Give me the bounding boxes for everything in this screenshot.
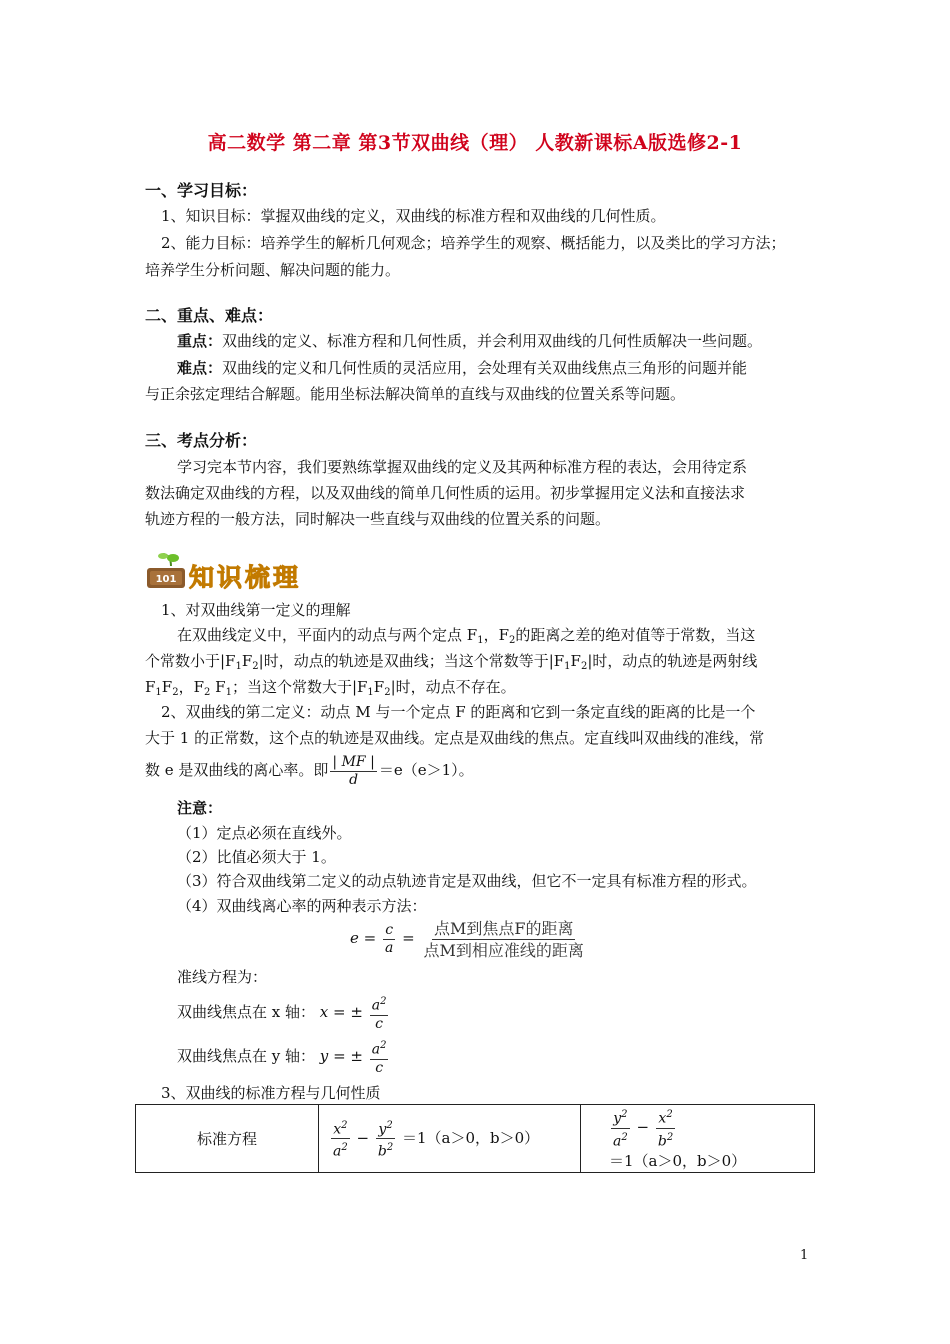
badge-graphic	[143, 552, 323, 594]
analysis-line-3: 轨迹方程的一般方法，同时解决一些直线与双曲线的位置关系的问题。	[145, 510, 611, 528]
knowledge-3-heading: 3、双曲线的标准方程与几何性质	[161, 1084, 381, 1102]
row-label-cell: 标准方程	[136, 1105, 319, 1173]
note-3: （3）符合双曲线第二定义的动点轨迹肯定是双曲线，但它不一定具有标准方程的形式。	[177, 872, 757, 890]
analysis-line-1: 学习完本节内容，我们要熟练掌握双曲线的定义及其两种标准方程的表达，会用待定系	[177, 458, 748, 476]
section-heading-analysis: 三、考点分析：	[145, 431, 258, 450]
section-heading-keypoints: 二、重点、难点：	[145, 306, 274, 325]
key-text: 双曲线的定义、标准方程和几何性质，并会利用双曲线的几何性质解决一些问题。	[222, 332, 763, 350]
directrix-x-axis: 双曲线焦点在 x 轴： x = ± $\frac{a^2}{c}$	[177, 992, 390, 1033]
goal-knowledge: 1、知识目标：掌握双曲线的定义，双曲线的标准方程和双曲线的几何性质。	[161, 207, 666, 225]
difficult-point	[177, 357, 747, 379]
difficult-label: 难点：	[177, 359, 223, 377]
section-heading-goals: 一、学习目标：	[145, 181, 258, 200]
difficult-text-cont: 与正余弦定理结合解题。能用坐标法解决简单的直线与双曲线的位置关系等问题。	[145, 385, 686, 403]
x-axis-equation-cell: $\frac{x^2}{a^2}$ − $\frac{y^2}{b^2}$ ＝1（a＞0，b＞0）	[319, 1105, 581, 1173]
goal-ability-cont: 培养学生分析问题、解决问题的能力。	[145, 261, 401, 279]
eccentricity-formula: e = $\frac{c}{a}$ = $\frac{\text{点M到焦点F的距离}}{\text{点M到相应准线的距离}}$	[350, 918, 584, 960]
knowledge-1-line-2: 个常数小于$|F_1F_2|$时，动点的轨迹是双曲线；当这个常数等于$|F_1F_2|$时，动点的轨迹是两射线	[145, 652, 758, 672]
analysis-line-2: 数法确定双曲线的方程，以及双曲线的简单几何性质的运用。初步掌握用定义法和直接法求	[145, 484, 746, 502]
badge-number: 101	[155, 574, 177, 585]
note-2: （2）比值必须大于 1。	[177, 848, 336, 866]
page-number: 1	[800, 1248, 809, 1263]
goal-ability: 2、能力目标：培养学生的解析几何观念；培养学生的观察、概括能力，以及类比的学习方法；	[161, 234, 786, 252]
directrix-y-axis: 双曲线焦点在 y 轴： y = ± $\frac{a^2}{c}$	[177, 1036, 390, 1077]
knowledge-1-line-3: $F_1F_2$，$F_2$ $F_1$；当这个常数大于$|F_1F_2|$时，动点不存在。	[145, 678, 516, 698]
knowledge-review-badge	[143, 552, 323, 594]
badge-text: 知识梳理	[189, 563, 302, 592]
difficult-text: 双曲线的定义和几何性质的灵活应用，会处理有关双曲线焦点三角形的问题并能	[222, 359, 748, 377]
key-point	[177, 330, 762, 352]
note-1: （1）定点必须在直线外。	[177, 824, 352, 842]
knowledge-2-line-2: 大于 1 的正常数，这个点的轨迹是双曲线。定点是双曲线的焦点。定直线叫双曲线的准线，常	[145, 729, 765, 747]
knowledge-1-line-1: 在双曲线定义中，平面内的动点与两个定点 $F_1$，$F_2$的距离之差的绝对值等于常数，当这	[177, 626, 756, 646]
document-title: 高二数学 第二章 第3节双曲线（理） 人教新课标A版选修2-1	[207, 132, 743, 154]
directrix-label: 准线方程为：	[177, 968, 268, 986]
knowledge-2-line-3: 数 e 是双曲线的离心率。即 $\frac{| MF |}{d}$ ＝e（e＞1）。	[145, 753, 474, 788]
standard-equation-table	[135, 1104, 815, 1173]
y-axis-equation-cell: $\frac{y^2}{a^2}$ − $\frac{x^2}{b^2}$ ＝1（a＞0，b＞0）	[581, 1105, 815, 1173]
notes-label: 注意：	[177, 799, 223, 817]
key-label: 重点：	[177, 332, 223, 350]
mf-over-d-fraction: $\frac{| MF |}{d}$	[332, 753, 375, 788]
table-row	[136, 1105, 815, 1173]
knowledge-1-heading: 1、对双曲线第一定义的理解	[161, 601, 351, 619]
knowledge-2-line-1: 2、双曲线的第二定义：动点 M 与一个定点 F 的距离和它到一条定直线的距离的比是一个	[161, 703, 756, 721]
note-4: （4）双曲线离心率的两种表示方法：	[177, 897, 427, 915]
